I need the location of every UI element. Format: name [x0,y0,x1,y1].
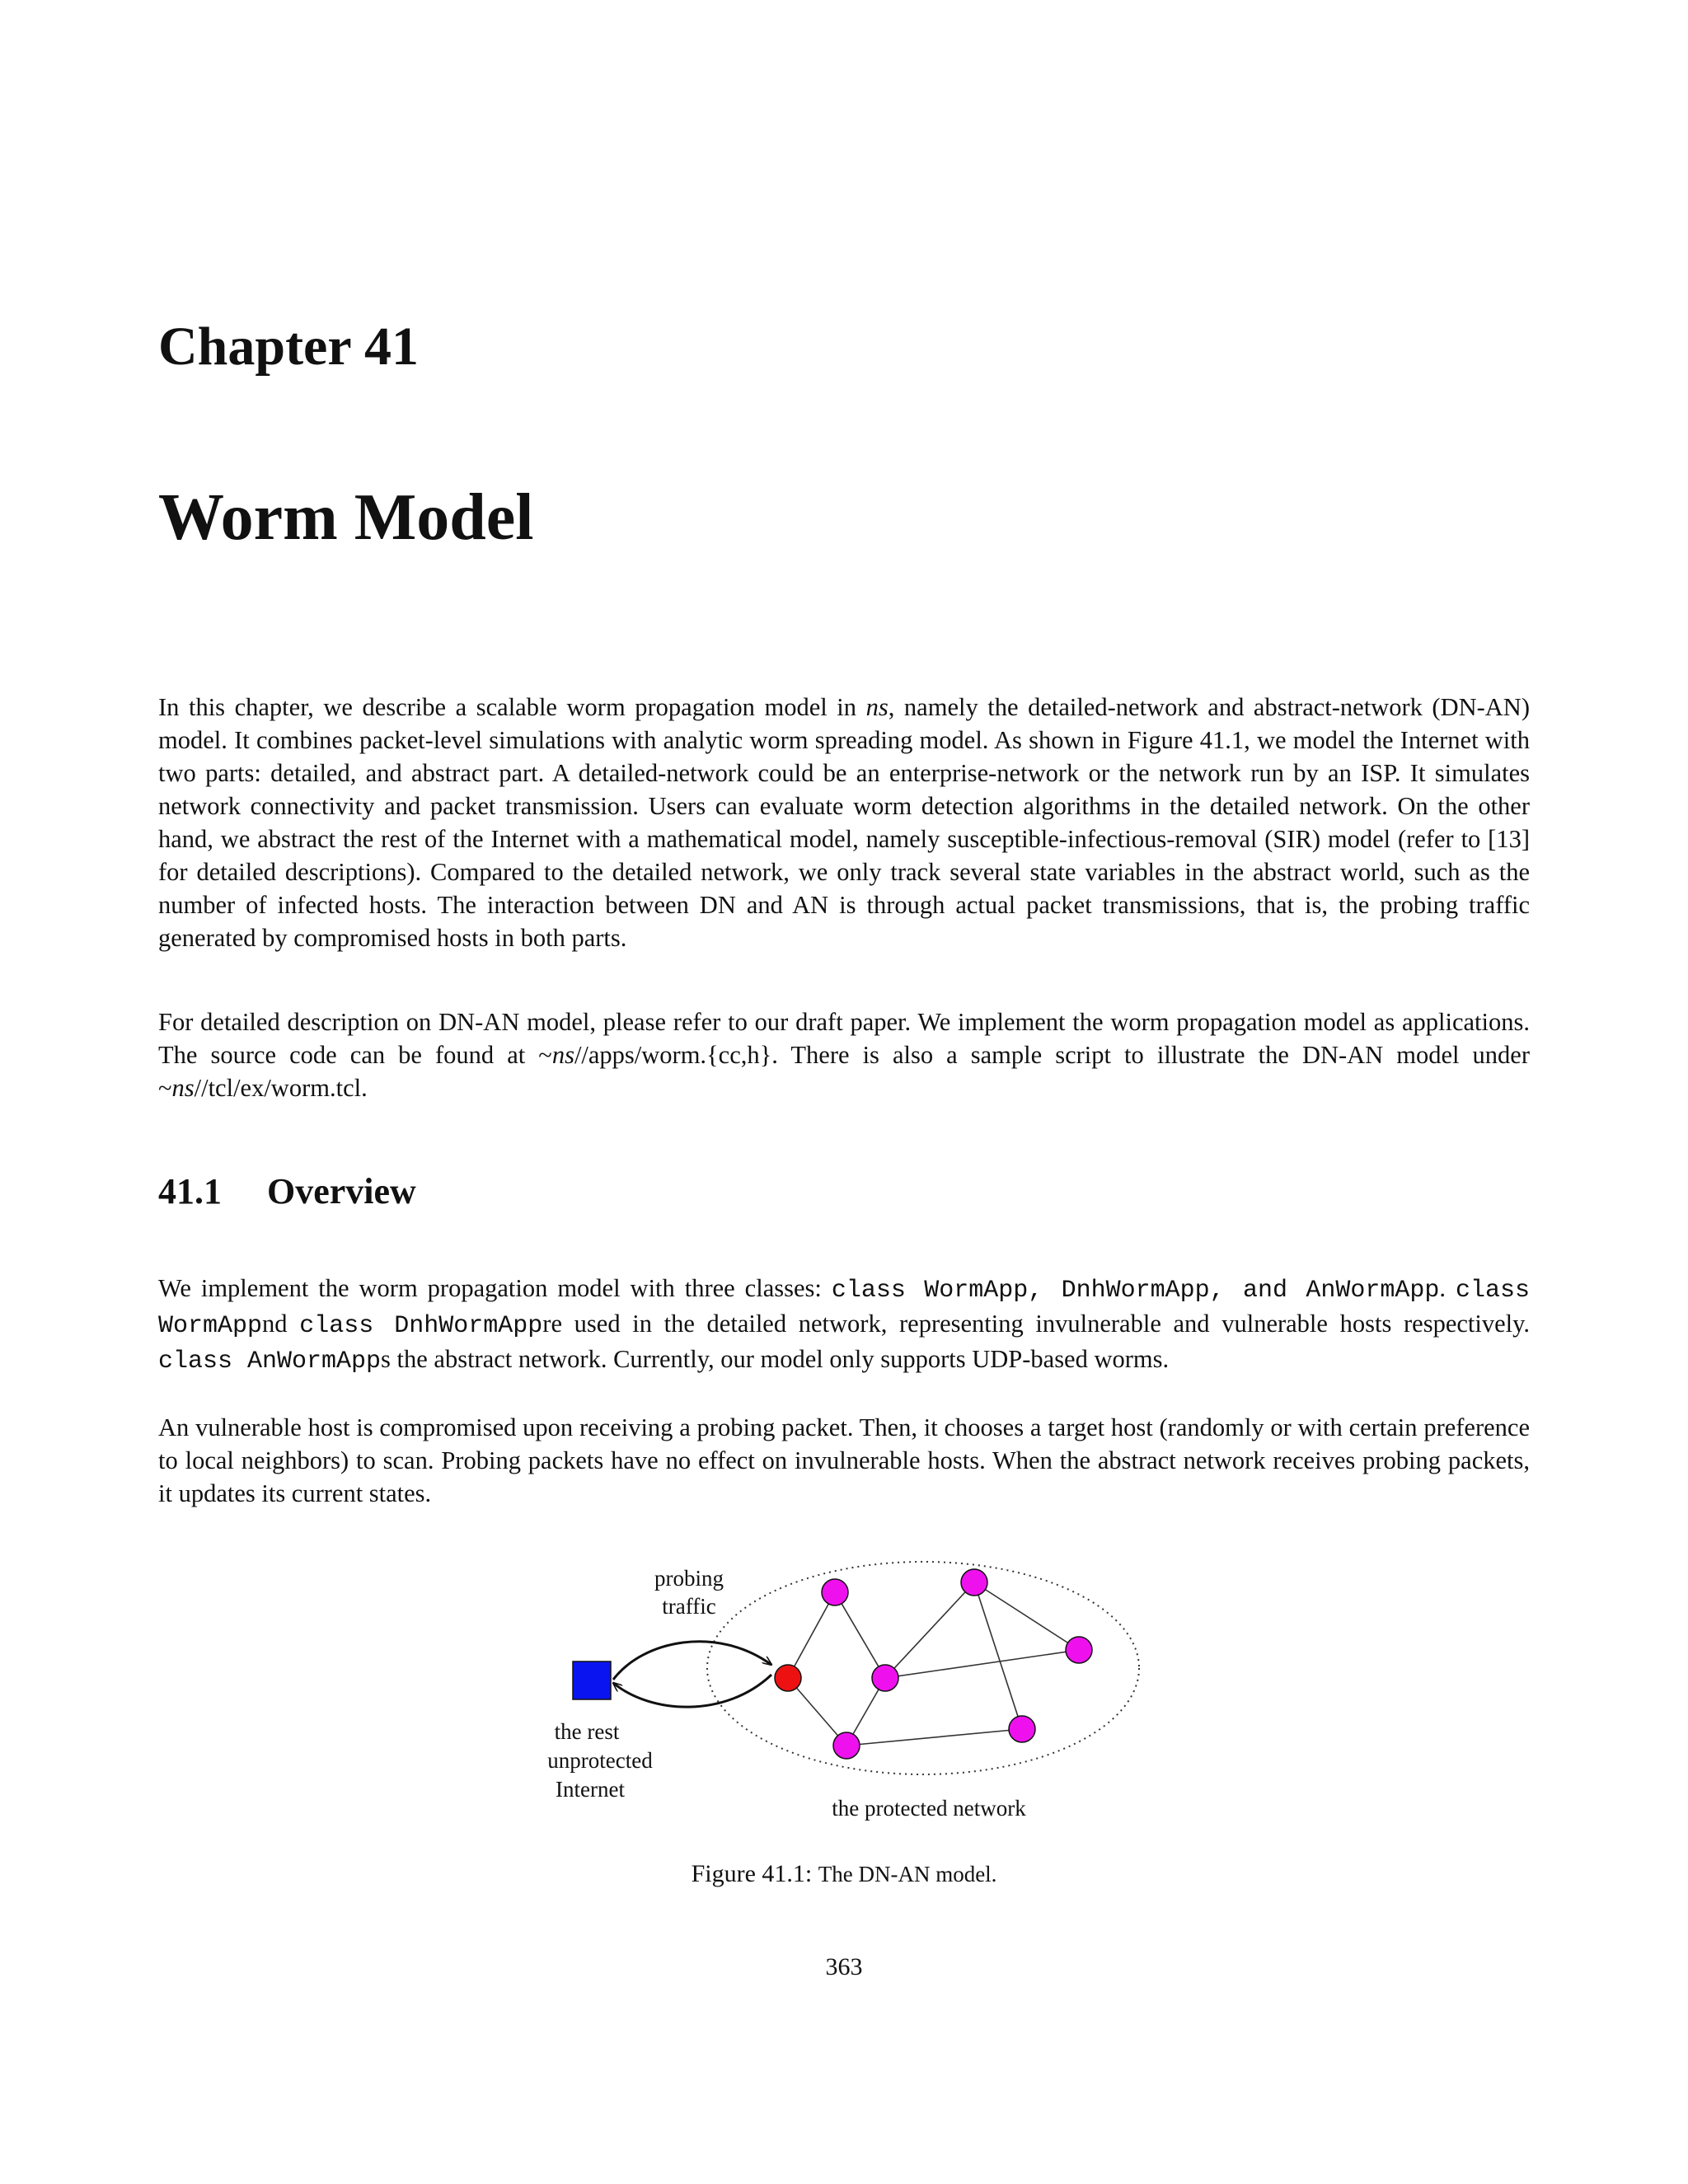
chapter-label: Chapter 41 [158,316,419,377]
rest-internet-label-1: the rest [554,1719,620,1744]
caption-text: The DN-AN model. [818,1862,997,1886]
overview-paragraph-1 [158,1272,1530,1378]
text-run: re used in the detailed network, representing invulnerable and vulnerable hosts respectively. [542,1310,1530,1338]
chapter-title: Worm Model [158,481,534,554]
infected-node [775,1665,801,1691]
text-run: We implement the worm propagation model with three classes: [158,1274,832,1302]
edge [846,1729,1022,1746]
intro-paragraph-2 [158,1005,1530,1104]
caption-label: Figure 41.1: [691,1860,813,1887]
intro-paragraph-1 [158,691,1530,954]
text-run: For detailed description on DN-AN model, please refer to our draft paper. We implement the worm propagation model as applications. The source code can be found at ~ [158,1008,1530,1069]
page-number: 363 [825,1953,863,1980]
rest-internet-label-3: Internet [556,1777,625,1802]
edge [885,1582,974,1678]
edge [974,1582,1079,1650]
edge [835,1592,885,1678]
section-number: 41.1 [158,1171,222,1212]
abstract-network-node [573,1661,611,1699]
vulnerable-node [1009,1716,1035,1742]
code-span: class AnWormApp [158,1347,382,1376]
ns-italic: ns [865,693,889,721]
dn-an-diagram [528,1549,1154,1830]
dn-an-figure [528,1549,1154,1830]
probing-arc-in [613,1675,771,1707]
text-run: s the abstract network. Currently, our model only supports UDP-based worms. [381,1345,1170,1373]
vulnerable-node [872,1665,898,1691]
text-run: nd [262,1310,300,1338]
figure-caption [0,1860,1688,1888]
vulnerable-node [961,1569,987,1596]
text-run: . [1439,1274,1456,1302]
code-span: class WormApp, DnhWormApp, and AnWormApp [831,1277,1440,1305]
overview-paragraph-2: An vulnerable host is compromised upon receiving a probing packet. Then, it chooses a target host (randomly or with certain preference to local neighbors) to scan. Probing packets have no effect on invulnerable hosts. When the abstract network receives probing packets, it updates its current states. [158,1413,1530,1507]
vulnerable-node [1066,1637,1092,1663]
probing-traffic-label-1: probing [654,1566,724,1591]
ns-italic: ns [171,1074,195,1102]
text-run: //apps/worm.{cc,h}. There is also a sample script to illustrate the DN-AN model under ~ [158,1041,1531,1102]
code-span: class WormApp [158,1277,1530,1340]
text-run: In this chapter, we describe a scalable worm propagation model in [158,693,866,721]
edge [788,1592,835,1678]
code-span: class DnhWormApp [299,1312,543,1340]
edge [885,1650,1079,1678]
section-title: Overview [267,1171,416,1212]
section-heading [158,1171,416,1212]
edge [974,1582,1022,1729]
probing-arc-out [613,1642,771,1680]
rest-internet-label-2: unprotected [547,1748,653,1773]
ns-italic: ns [551,1041,574,1069]
probing-traffic-label-2: traffic [662,1594,716,1619]
protected-network-boundary [707,1562,1139,1774]
protected-network-label: the protected network [832,1796,1026,1821]
vulnerable-node [833,1732,860,1759]
text-run: , namely the detailed-network and abstract-network (DN-AN) model. It combines packet-level simulations with analytic worm spreading model. As shown in Figure 41.1, we model the Internet with two parts: detailed, and abstract part. A detailed-network could be an enterprise-network or the network run by an ISP. It simulates network connectivity and packet transmission. Users can evaluate worm detection algorithms in the detailed network. On the other hand, we abstract the rest of the Internet with a mathematical model, namely susceptible-infectious-removal (SIR) model (refer to [13] for detailed descriptions). Compared to the detailed network, we only track several state variables in the abstract world, such as the number of infected hosts. The interaction between DN and AN is through actual packet transmissions, that is, the probing traffic generated by compromised hosts in both parts. [158,693,1530,952]
vulnerable-node [822,1579,848,1605]
text-run: //tcl/ex/worm.tcl. [194,1074,368,1102]
